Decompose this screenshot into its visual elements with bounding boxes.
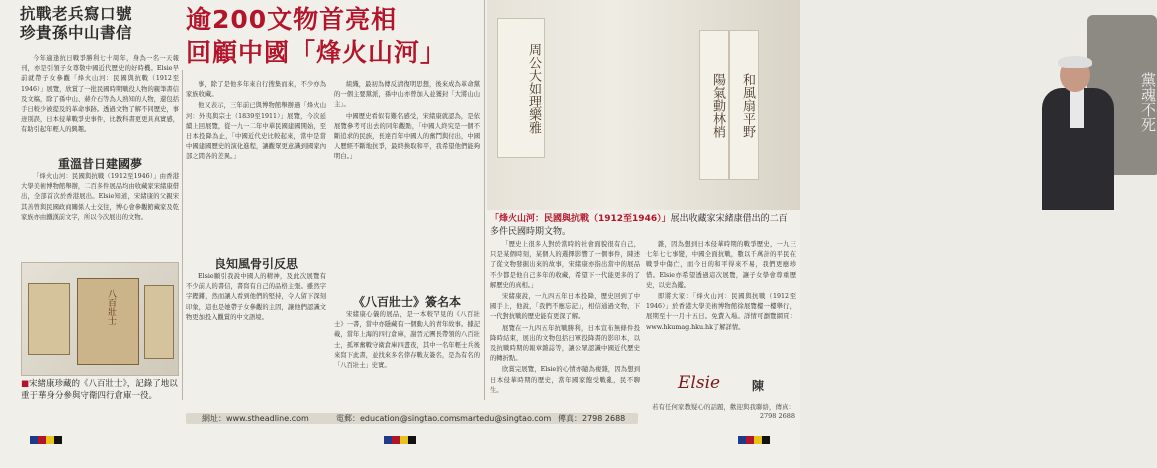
paragraph: Elsie願引我說中國人的精神，及此次展覽有不少前人的書信，書寫有自己的品格主張。雖然字字鏗鏘，然而讓人看到他們的堅持，令人留下深刻印象，這也是她帶子女參觀的主因，讓他們認識文物更加投入觀賞的中文語境。 — [186, 273, 326, 321]
article-column-1 — [21, 54, 179, 154]
paragraph: 宋緒康說，一九四五年日本投降，歷史回到了中國手上，他說，「我們不應忘記」，相信通過文物，下一代對抗戰的歷史能有更深了解。 — [490, 293, 640, 321]
book-title: 八百壯士 — [106, 289, 116, 325]
kicker-headline — [20, 5, 178, 43]
book-caption — [21, 378, 181, 402]
paragraph: 「烽火山河：民國與抗戰（1912至1946）」由香港大學美術博物館舉辦，二百多件展品均由收藏家宋緒康借出，全部首次於香港展出。Elsie知道，宋緒康的父親宋其善曾與民國政商關係人士交往，博心會參觀館藏家及乾家族亦由鐵漢前文字，所以今次展出的文物。 — [21, 173, 179, 221]
article-column-3 — [334, 80, 480, 290]
main-headline — [186, 3, 486, 69]
caption-mark: ■ — [21, 379, 30, 389]
contact-note: 若有任何家教疑心的話題，歡迎與我聯絡，傳真：2798 2688 — [652, 403, 795, 420]
paragraph: 他又表示，三年前已與博物館舉辦過「烽火山河：外夷與宗士（1839至1911）」展覽，今次延續上回展覽，從一九一二年中華民國建國開始，至日本投降為止，「中國近代史比較起來，當中是當中國建國歷史的演化進程，讓觀眾更意識到國家內部之間各的差異。」 — [186, 102, 326, 161]
contact-bar — [186, 413, 638, 424]
color-swatch — [30, 436, 62, 444]
paragraph: 今年適逢抗日戰爭勝利七十周年，身為一名一天報刊，亦是引領子女尊敬中國近代歷史的好時機。Elsie早前就帶子女參觀「烽火山河：民國與抗戰（1912至1946）」展覽，欣賞了一批民國時期戰役人物的親筆書信及文稿，除了孫中山、蔣介石等為人熟知的人物，還包括手日較少被提及的革命事跡。透過文物了解不同歷史，事迹別誤，日本侵華戰爭史事件，比教科書更更具真實感，有助引起年輕人的興趣。 — [21, 55, 179, 134]
caption-text: 展出收藏家宋緒康借出的二百多件民國時期文物。 — [490, 214, 788, 237]
kicker-line-2: 珍貴孫中山書信 — [20, 24, 133, 42]
article-column-5 — [490, 240, 640, 400]
subheading-1: 重溫昔日建國夢 — [57, 157, 142, 171]
book-eight-hundred-heroes — [77, 278, 139, 365]
color-swatch — [384, 436, 416, 444]
collector-portrait — [1042, 58, 1114, 210]
fax-number: 傳真：2798 2688 — [558, 414, 626, 423]
article-column-3b — [334, 310, 480, 396]
calligraphy-scroll-1: 周公大如理樂雅 — [497, 18, 545, 158]
email-link-2[interactable]: smartedu@singtao.com — [456, 414, 552, 423]
calligraphy-scroll-2: 陽氣動林梢 — [699, 30, 729, 180]
paragraph: 欣賞完展覽，Elsie的心情亦隨為複雜，因為想到日本侵華時期的歷史，當年國家飽受戰亂，民不聊生。 — [490, 366, 640, 394]
calligraphy-scroll-3: 和風扇平野 — [729, 30, 759, 180]
paragraph: 組織，最初為傳反清復明思想，後來成為革命黨的一個主要黨派，孫中山亦曾加入並獲封「大將山山主」。 — [334, 81, 480, 109]
paragraph: 中國歷史看似有難名感受，宋緒康就認為，是依展覽參考可出去的同年觀點，「中國人終究是一個不斷追求的民族，長達百年中國人的奮鬥與付出，中國人歷經不斷地抗爭，最終換取和平，我希望他們能夠明白。」 — [334, 112, 480, 161]
email-link[interactable]: 電郵：education@singtao.com — [336, 414, 457, 423]
caption-lead: 「烽火山河：民國與抗戰（1912至1946）」 — [490, 214, 671, 224]
paragraph: 雜，因為想到日本侵華時期的戰爭歷史，一九三七年七七事變，中國全面抗戰，數以千萬計的平民在戰爭中傷亡，而今日的和平得來不易，我們更應珍惜。Elsie亦希望透過這次展覽，讓子女學會尊重歷史，以史為鑑。 — [646, 241, 796, 289]
author-signature: Elsie — [678, 373, 721, 393]
author-name: 陳 — [752, 379, 765, 393]
paragraph: 「歷史上很多人對於當時的社會面貌很有自己，只是某個時刻，某個人的選擇影響了一個事件，陳述了從文物發掘出來的故事，宋緒康亦指出當中的展品不少都是他自己多年的收藏，希望下一代能更多的了解歷史的真相。」 — [490, 241, 640, 289]
website-link[interactable]: 網址：www.stheadline.com — [202, 414, 309, 423]
headline-line-1: 逾200文物首亮相 — [186, 5, 398, 34]
paragraph: 事，除了是他多年來自行搜集而來，不少亦為家族收藏。 — [186, 81, 326, 99]
paragraph: 即將大家：「烽火山河：民國與抗戰（1912至1946）」於香港大學美術博物館徐展覽樓一樓舉行，展期至十一月十五日。免費入場。詳情可瀏覽網頁：www.hkumag.hku.hk了解詳情。 — [646, 293, 796, 331]
column-divider — [182, 70, 183, 400]
photo-caption — [490, 213, 795, 239]
footer — [0, 410, 800, 468]
article-column-2b — [186, 272, 326, 396]
subheading-3: 《八百壯士》簽名本 — [352, 295, 461, 309]
exhibition-photo — [487, 0, 1157, 210]
color-swatch — [738, 436, 770, 444]
article-column-6 — [646, 240, 796, 372]
subheading-2: 良知風骨引反思 — [213, 257, 298, 271]
headline-line-2: 回顧中國「烽火山河」 — [186, 38, 447, 67]
kicker-line-1: 抗戰老兵寫口號 — [20, 5, 133, 23]
article-column-2 — [186, 80, 326, 250]
paragraph: 展覽在一九四五年抗戰勝利，日本宣布無條件投降時結束，展出的文物包括日軍投降書的影印本，以及抗戰時期的報章雜誌等，讓公眾認識中國近代歷史的轉折點。 — [490, 324, 640, 363]
book-caption-text: 宋緒康珍藏的《八百壯士》，記錄了地以重于華身分參與守衛四行倉庫一役。 — [21, 379, 178, 401]
book-photo — [21, 262, 179, 376]
book-left — [28, 283, 70, 355]
book-right — [144, 285, 174, 359]
paragraph: 宋緒康心儀的展品，是一本較罕見的《八百壯士》一書，當中亦隱藏有一個動人的青年故事。據記載，當年上海的四行倉庫，謝晉元團長帶領的八百壯士，孤軍奮戰守衛倉庫四晝夜，其中一名年輕士兵後來寫下此書，並找來多名倖存戰友簽名，是為有名的「八百壯士」史實。 — [334, 311, 480, 370]
stele-rubbing: 黨魂不死 — [1087, 15, 1157, 175]
column-divider — [484, 0, 485, 400]
article-column-1b — [21, 172, 179, 258]
